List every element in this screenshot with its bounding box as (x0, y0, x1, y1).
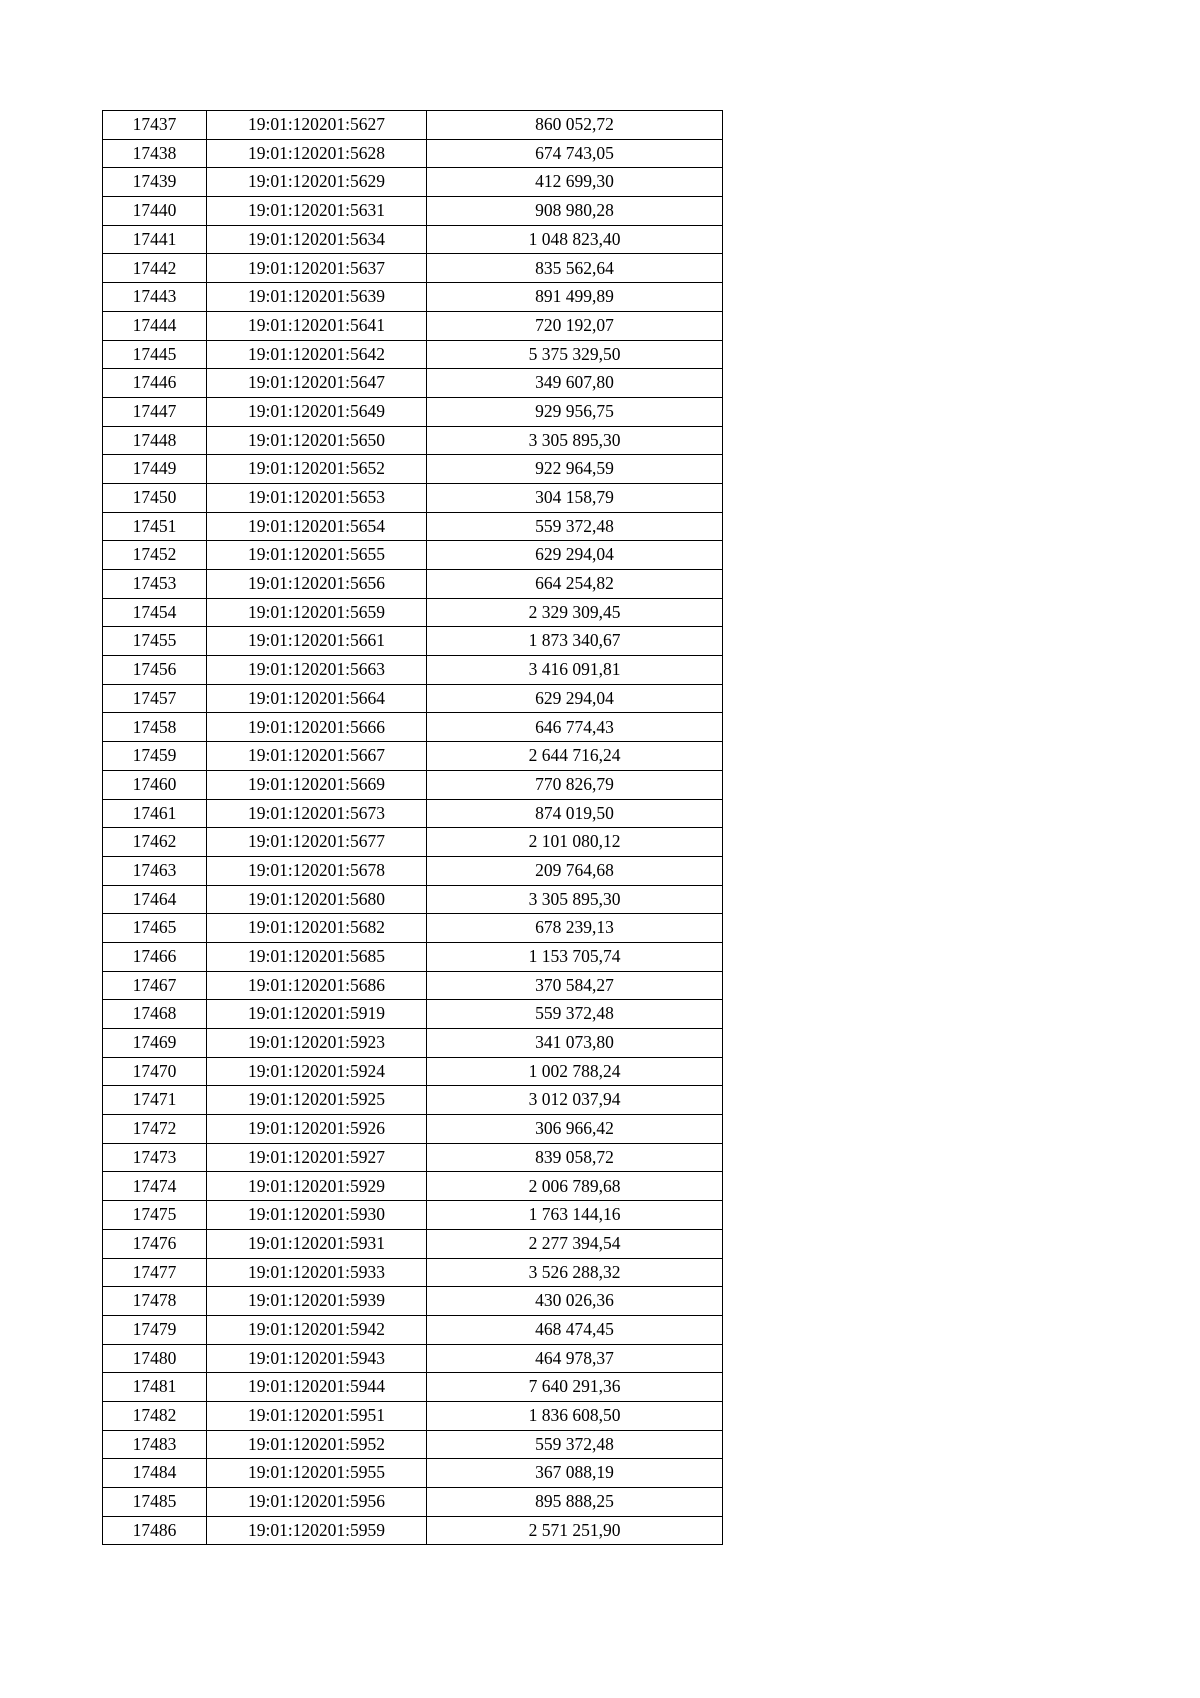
cadastral-number-cell: 19:01:120201:5956 (207, 1488, 427, 1517)
cadastral-value-cell: 908 980,28 (427, 197, 723, 226)
table-row (103, 971, 723, 1000)
table-row (103, 426, 723, 455)
table-row (103, 1287, 723, 1316)
cadastral-value-cell: 629 294,04 (427, 541, 723, 570)
table-row (103, 627, 723, 656)
cadastral-value-cell: 895 888,25 (427, 1488, 723, 1517)
cadastral-number-cell: 19:01:120201:5656 (207, 570, 427, 599)
cadastral-number-cell: 19:01:120201:5649 (207, 397, 427, 426)
table-row (103, 1086, 723, 1115)
cadastral-value-cell: 3 012 037,94 (427, 1086, 723, 1115)
cadastral-value-cell: 304 158,79 (427, 483, 723, 512)
cadastral-value-cell: 430 026,36 (427, 1287, 723, 1316)
row-number-cell: 17477 (103, 1258, 207, 1287)
table-row (103, 742, 723, 771)
cadastral-value-cell: 2 006 789,68 (427, 1172, 723, 1201)
row-number-cell: 17471 (103, 1086, 207, 1115)
row-number-cell: 17461 (103, 799, 207, 828)
cadastral-value-cell: 629 294,04 (427, 684, 723, 713)
cadastral-value-cell: 2 644 716,24 (427, 742, 723, 771)
cadastral-value-cell: 209 764,68 (427, 856, 723, 885)
table-row (103, 1258, 723, 1287)
table-row (103, 598, 723, 627)
row-number-cell: 17459 (103, 742, 207, 771)
cadastral-value-cell: 370 584,27 (427, 971, 723, 1000)
row-number-cell: 17481 (103, 1373, 207, 1402)
cadastral-number-cell: 19:01:120201:5924 (207, 1057, 427, 1086)
row-number-cell: 17444 (103, 311, 207, 340)
cadastral-value-cell: 922 964,59 (427, 455, 723, 484)
cadastral-number-cell: 19:01:120201:5652 (207, 455, 427, 484)
row-number-cell: 17449 (103, 455, 207, 484)
table-row (103, 1201, 723, 1230)
table-row (103, 1115, 723, 1144)
table-row (103, 1000, 723, 1029)
table-row (103, 369, 723, 398)
table-row (103, 1516, 723, 1545)
table-row (103, 1057, 723, 1086)
cadastral-value-cell: 646 774,43 (427, 713, 723, 742)
cadastral-value-cell: 306 966,42 (427, 1115, 723, 1144)
cadastral-value-cell: 1 048 823,40 (427, 225, 723, 254)
cadastral-number-cell: 19:01:120201:5661 (207, 627, 427, 656)
row-number-cell: 17483 (103, 1430, 207, 1459)
cadastral-number-cell: 19:01:120201:5629 (207, 168, 427, 197)
row-number-cell: 17456 (103, 656, 207, 685)
row-number-cell: 17466 (103, 942, 207, 971)
row-number-cell: 17452 (103, 541, 207, 570)
cadastral-number-cell: 19:01:120201:5664 (207, 684, 427, 713)
cadastral-value-cell: 1 873 340,67 (427, 627, 723, 656)
cadastral-number-cell: 19:01:120201:5667 (207, 742, 427, 771)
cadastral-value-cell: 2 329 309,45 (427, 598, 723, 627)
cadastral-number-cell: 19:01:120201:5663 (207, 656, 427, 685)
row-number-cell: 17445 (103, 340, 207, 369)
cadastral-number-cell: 19:01:120201:5666 (207, 713, 427, 742)
cadastral-number-cell: 19:01:120201:5650 (207, 426, 427, 455)
table-row (103, 856, 723, 885)
row-number-cell: 17446 (103, 369, 207, 398)
table-row (103, 684, 723, 713)
cadastral-number-cell: 19:01:120201:5959 (207, 1516, 427, 1545)
cadastral-number-cell: 19:01:120201:5925 (207, 1086, 427, 1115)
cadastral-number-cell: 19:01:120201:5919 (207, 1000, 427, 1029)
table-row (103, 713, 723, 742)
cadastral-number-cell: 19:01:120201:5678 (207, 856, 427, 885)
table-row (103, 1143, 723, 1172)
row-number-cell: 17450 (103, 483, 207, 512)
cadastral-value-cell: 367 088,19 (427, 1459, 723, 1488)
cadastral-value-cell: 860 052,72 (427, 111, 723, 140)
cadastral-number-cell: 19:01:120201:5685 (207, 942, 427, 971)
table-row (103, 1401, 723, 1430)
row-number-cell: 17479 (103, 1315, 207, 1344)
cadastral-number-cell: 19:01:120201:5647 (207, 369, 427, 398)
row-number-cell: 17441 (103, 225, 207, 254)
table-row (103, 311, 723, 340)
table-row (103, 570, 723, 599)
table-row (103, 1229, 723, 1258)
cadastral-number-cell: 19:01:120201:5951 (207, 1401, 427, 1430)
row-number-cell: 17469 (103, 1029, 207, 1058)
row-number-cell: 17462 (103, 828, 207, 857)
table-row (103, 111, 723, 140)
table-row (103, 1430, 723, 1459)
table-row (103, 656, 723, 685)
table-row (103, 1488, 723, 1517)
row-number-cell: 17440 (103, 197, 207, 226)
cadastral-value-cell: 7 640 291,36 (427, 1373, 723, 1402)
cadastral-number-cell: 19:01:120201:5943 (207, 1344, 427, 1373)
cadastral-value-cell: 341 073,80 (427, 1029, 723, 1058)
cadastral-value-cell: 559 372,48 (427, 1430, 723, 1459)
table-row (103, 1315, 723, 1344)
row-number-cell: 17437 (103, 111, 207, 140)
cadastral-number-cell: 19:01:120201:5926 (207, 1115, 427, 1144)
table-row (103, 340, 723, 369)
row-number-cell: 17451 (103, 512, 207, 541)
table-row (103, 942, 723, 971)
cadastral-value-cell: 891 499,89 (427, 283, 723, 312)
row-number-cell: 17464 (103, 885, 207, 914)
row-number-cell: 17467 (103, 971, 207, 1000)
cadastral-number-cell: 19:01:120201:5634 (207, 225, 427, 254)
row-number-cell: 17486 (103, 1516, 207, 1545)
cadastral-number-cell: 19:01:120201:5930 (207, 1201, 427, 1230)
cadastral-value-cell: 1 763 144,16 (427, 1201, 723, 1230)
cadastral-number-cell: 19:01:120201:5955 (207, 1459, 427, 1488)
cadastral-number-cell: 19:01:120201:5655 (207, 541, 427, 570)
row-number-cell: 17455 (103, 627, 207, 656)
cadastral-value-cell: 464 978,37 (427, 1344, 723, 1373)
table-row (103, 770, 723, 799)
table-body (103, 111, 723, 1545)
table-row (103, 168, 723, 197)
cadastral-number-cell: 19:01:120201:5673 (207, 799, 427, 828)
row-number-cell: 17478 (103, 1287, 207, 1316)
table-row (103, 1373, 723, 1402)
row-number-cell: 17468 (103, 1000, 207, 1029)
row-number-cell: 17448 (103, 426, 207, 455)
cadastral-number-cell: 19:01:120201:5641 (207, 311, 427, 340)
row-number-cell: 17475 (103, 1201, 207, 1230)
row-number-cell: 17454 (103, 598, 207, 627)
cadastral-number-cell: 19:01:120201:5669 (207, 770, 427, 799)
cadastral-number-cell: 19:01:120201:5942 (207, 1315, 427, 1344)
table-row (103, 283, 723, 312)
cadastral-value-cell: 2 101 080,12 (427, 828, 723, 857)
row-number-cell: 17442 (103, 254, 207, 283)
row-number-cell: 17470 (103, 1057, 207, 1086)
table-row (103, 914, 723, 943)
cadastral-value-cell: 664 254,82 (427, 570, 723, 599)
row-number-cell: 17476 (103, 1229, 207, 1258)
cadastral-value-table (102, 110, 723, 1545)
cadastral-number-cell: 19:01:120201:5653 (207, 483, 427, 512)
cadastral-number-cell: 19:01:120201:5628 (207, 139, 427, 168)
cadastral-value-cell: 835 562,64 (427, 254, 723, 283)
table-row (103, 1344, 723, 1373)
table-row (103, 828, 723, 857)
row-number-cell: 17474 (103, 1172, 207, 1201)
cadastral-number-cell: 19:01:120201:5952 (207, 1430, 427, 1459)
cadastral-number-cell: 19:01:120201:5677 (207, 828, 427, 857)
cadastral-value-cell: 770 826,79 (427, 770, 723, 799)
row-number-cell: 17438 (103, 139, 207, 168)
row-number-cell: 17439 (103, 168, 207, 197)
table-row (103, 397, 723, 426)
cadastral-number-cell: 19:01:120201:5680 (207, 885, 427, 914)
cadastral-number-cell: 19:01:120201:5929 (207, 1172, 427, 1201)
cadastral-value-cell: 678 239,13 (427, 914, 723, 943)
cadastral-value-cell: 1 002 788,24 (427, 1057, 723, 1086)
cadastral-number-cell: 19:01:120201:5923 (207, 1029, 427, 1058)
cadastral-value-cell: 468 474,45 (427, 1315, 723, 1344)
cadastral-value-cell: 929 956,75 (427, 397, 723, 426)
cadastral-value-cell: 412 699,30 (427, 168, 723, 197)
cadastral-value-cell: 559 372,48 (427, 512, 723, 541)
cadastral-number-cell: 19:01:120201:5631 (207, 197, 427, 226)
cadastral-number-cell: 19:01:120201:5682 (207, 914, 427, 943)
cadastral-number-cell: 19:01:120201:5686 (207, 971, 427, 1000)
row-number-cell: 17460 (103, 770, 207, 799)
table-row (103, 483, 723, 512)
cadastral-value-cell: 1 153 705,74 (427, 942, 723, 971)
row-number-cell: 17463 (103, 856, 207, 885)
table-row (103, 799, 723, 828)
cadastral-value-cell: 874 019,50 (427, 799, 723, 828)
cadastral-value-cell: 559 372,48 (427, 1000, 723, 1029)
row-number-cell: 17472 (103, 1115, 207, 1144)
cadastral-value-cell: 2 277 394,54 (427, 1229, 723, 1258)
table-row (103, 197, 723, 226)
row-number-cell: 17482 (103, 1401, 207, 1430)
cadastral-number-cell: 19:01:120201:5642 (207, 340, 427, 369)
row-number-cell: 17457 (103, 684, 207, 713)
cadastral-value-cell: 3 416 091,81 (427, 656, 723, 685)
table-row (103, 225, 723, 254)
cadastral-value-cell: 349 607,80 (427, 369, 723, 398)
cadastral-number-cell: 19:01:120201:5927 (207, 1143, 427, 1172)
cadastral-number-cell: 19:01:120201:5939 (207, 1287, 427, 1316)
row-number-cell: 17473 (103, 1143, 207, 1172)
row-number-cell: 17465 (103, 914, 207, 943)
cadastral-number-cell: 19:01:120201:5944 (207, 1373, 427, 1402)
cadastral-value-cell: 720 192,07 (427, 311, 723, 340)
cadastral-value-cell: 3 526 288,32 (427, 1258, 723, 1287)
table-row (103, 1459, 723, 1488)
row-number-cell: 17484 (103, 1459, 207, 1488)
row-number-cell: 17458 (103, 713, 207, 742)
table-row (103, 1172, 723, 1201)
table-row (103, 254, 723, 283)
row-number-cell: 17480 (103, 1344, 207, 1373)
cadastral-number-cell: 19:01:120201:5627 (207, 111, 427, 140)
table-row (103, 512, 723, 541)
cadastral-value-cell: 2 571 251,90 (427, 1516, 723, 1545)
row-number-cell: 17443 (103, 283, 207, 312)
cadastral-number-cell: 19:01:120201:5639 (207, 283, 427, 312)
cadastral-value-cell: 1 836 608,50 (427, 1401, 723, 1430)
cadastral-number-cell: 19:01:120201:5637 (207, 254, 427, 283)
cadastral-number-cell: 19:01:120201:5654 (207, 512, 427, 541)
cadastral-value-cell: 5 375 329,50 (427, 340, 723, 369)
table-row (103, 1029, 723, 1058)
cadastral-value-cell: 674 743,05 (427, 139, 723, 168)
cadastral-number-cell: 19:01:120201:5931 (207, 1229, 427, 1258)
cadastral-value-cell: 3 305 895,30 (427, 426, 723, 455)
row-number-cell: 17453 (103, 570, 207, 599)
table-row (103, 455, 723, 484)
cadastral-number-cell: 19:01:120201:5659 (207, 598, 427, 627)
row-number-cell: 17447 (103, 397, 207, 426)
table-row (103, 885, 723, 914)
table-row (103, 541, 723, 570)
cadastral-number-cell: 19:01:120201:5933 (207, 1258, 427, 1287)
cadastral-value-cell: 839 058,72 (427, 1143, 723, 1172)
row-number-cell: 17485 (103, 1488, 207, 1517)
table-row (103, 139, 723, 168)
cadastral-value-cell: 3 305 895,30 (427, 885, 723, 914)
